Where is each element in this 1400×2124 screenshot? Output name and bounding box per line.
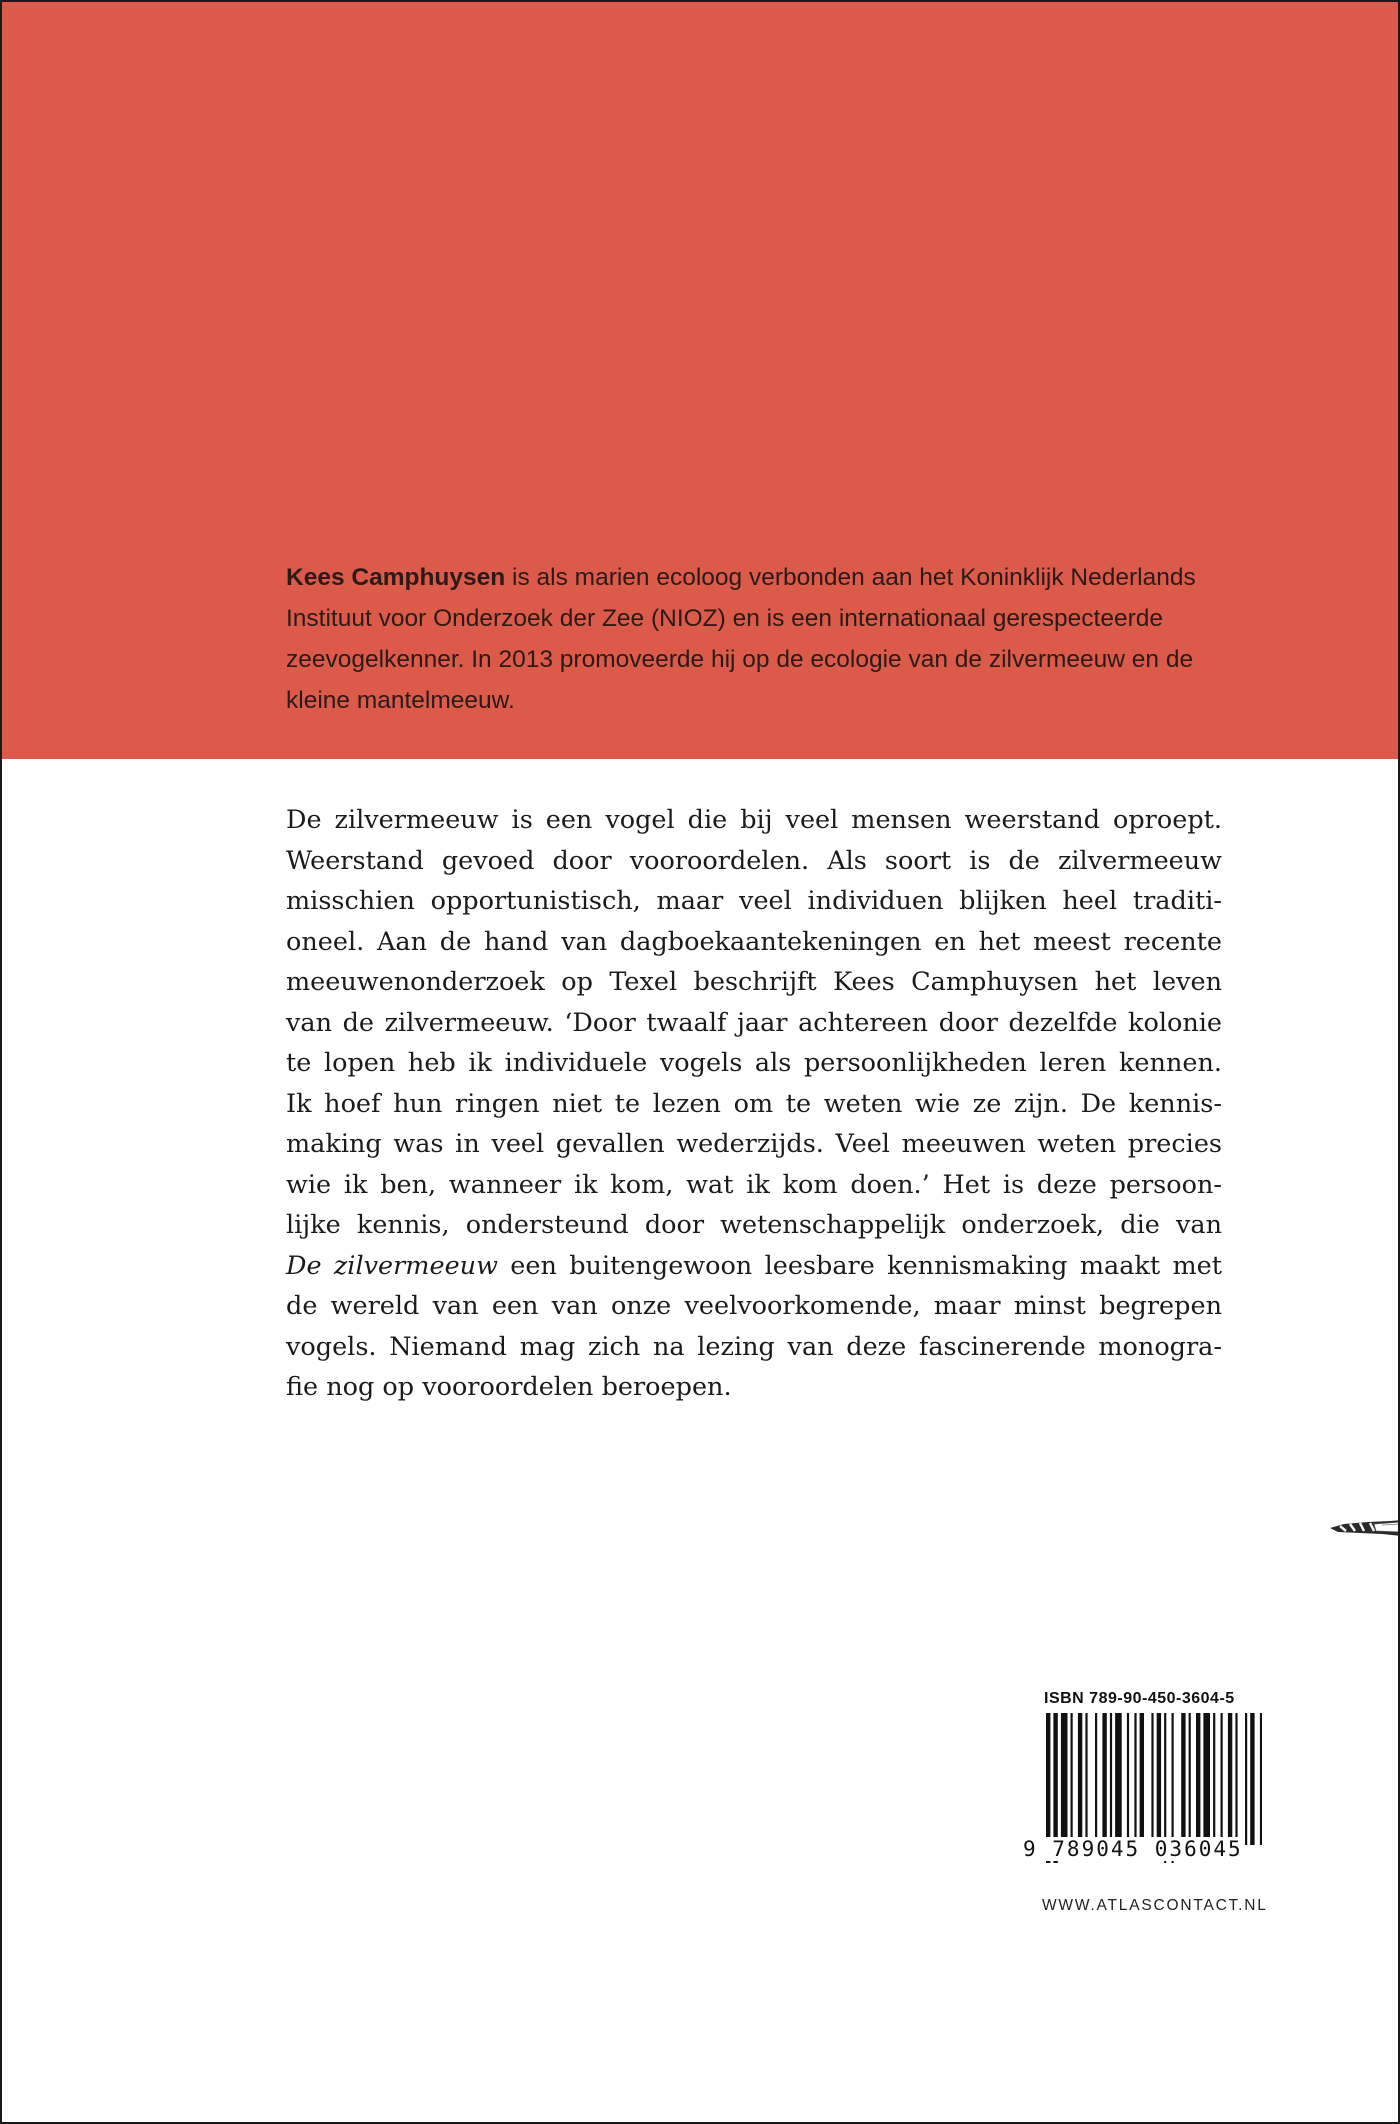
blurb-line: misschien opportunistisch, maar veel individuen blijken heel traditi- <box>286 886 1222 916</box>
author-bio <box>286 557 1226 721</box>
blurb-line-rest: een buitengewoon leesbare kennismaking maakt met <box>497 1250 1222 1281</box>
barcode-bar <box>1102 1713 1106 1845</box>
barcode-bar <box>1140 1713 1144 1845</box>
barcode-bar <box>1196 1713 1200 1845</box>
blurb-line: oneel. Aan de hand van dagboekaantekeningen en het meest recente <box>286 926 1222 957</box>
barcode-digits: 9 789045 036045 <box>1023 1837 1243 1861</box>
barcode-bar <box>1260 1713 1262 1845</box>
barcode-bar <box>1235 1713 1237 1845</box>
barcode-bar <box>1110 1713 1112 1845</box>
barcode-bar <box>1115 1713 1122 1845</box>
barcode-bar <box>1071 1713 1073 1845</box>
barcode-bar <box>1127 1713 1129 1845</box>
blurb-line-title <box>286 1246 1222 1287</box>
barcode-bar <box>1181 1713 1185 1845</box>
barcode-bar <box>1221 1713 1223 1845</box>
book-title-italic: De zilvermeeuw <box>286 1250 498 1281</box>
blurb-line: van de zilvermeeuw. ‘Door twaalf jaar achtereen door dezelfde kolonie <box>286 1007 1222 1038</box>
author-name: Kees Camphuysen <box>286 564 506 591</box>
publisher-url: WWW.ATLASCONTACT.NL <box>1042 1897 1268 1914</box>
blurb-line: meeuwenonderzoek op Texel beschrijft Kees Camphuysen het leven <box>286 967 1222 997</box>
barcode-bar <box>1157 1713 1161 1845</box>
book-blurb <box>286 800 1222 1408</box>
barcode-bar <box>1245 1713 1247 1845</box>
author-bio-text: is als marien ecoloog verbonden aan het Koninklijk Nederlands Instituut voor Onderzoek der Zee (NIOZ) en is een internationaal gerespecteerde zeevogelkenner. In 2013 promoveerde hij op de ecologie van de zilvermeeuw en de kleine mantelmeeuw. <box>286 564 1196 714</box>
isbn-label: ISBN 789-90-450-3604-5 <box>1044 1690 1235 1707</box>
barcode-bar <box>1078 1713 1082 1845</box>
barcode-bar <box>1085 1713 1087 1845</box>
barcode-bar <box>1213 1713 1215 1845</box>
barcode-bar <box>1189 1713 1191 1845</box>
barcode-bar <box>1134 1713 1136 1845</box>
barcode-bar <box>1061 1713 1068 1845</box>
blurb-line: Weerstand gevoed door vooroordelen. Als soort is de zilvermeeuw <box>286 845 1222 876</box>
gull-wingtip-illustration <box>1330 1512 1400 1548</box>
blurb-line: de wereld van een van onze veelvoorkomende, maar minst begrepen <box>286 1291 1222 1321</box>
barcode-bar <box>1203 1713 1210 1845</box>
blurb-line: lijke kennis, ondersteund door wetenschappelijk onderzoek, die van <box>286 1210 1222 1240</box>
blurb-line: De zilvermeeuw is een vogel die bij veel mensen weerstand oproept. <box>286 805 1222 835</box>
blurb-line: Ik hoef hun ringen niet te lezen om te weten wie ze zijn. De kennis- <box>286 1088 1222 1119</box>
blurb-line: making was in veel gevallen wederzijds. Veel meeuwen weten precies <box>286 1129 1222 1159</box>
barcode-bar <box>1250 1713 1254 1845</box>
blurb-line: wie ik ben, wanneer ik kom, wat ik kom doen.’ Het is deze persoon- <box>286 1169 1222 1200</box>
blurb-line-last: fie nog op vooroordelen beroepen. <box>286 1372 732 1402</box>
barcode-bar <box>1095 1713 1097 1845</box>
barcode-bar <box>1228 1713 1232 1845</box>
blurb-line: te lopen heb ik individuele vogels als persoonlijkheden leren kennen. <box>286 1048 1222 1078</box>
blurb-line: vogels. Niemand mag zich na lezing van deze fascinerende monogra- <box>286 1331 1222 1362</box>
barcode-bar <box>1151 1713 1153 1845</box>
